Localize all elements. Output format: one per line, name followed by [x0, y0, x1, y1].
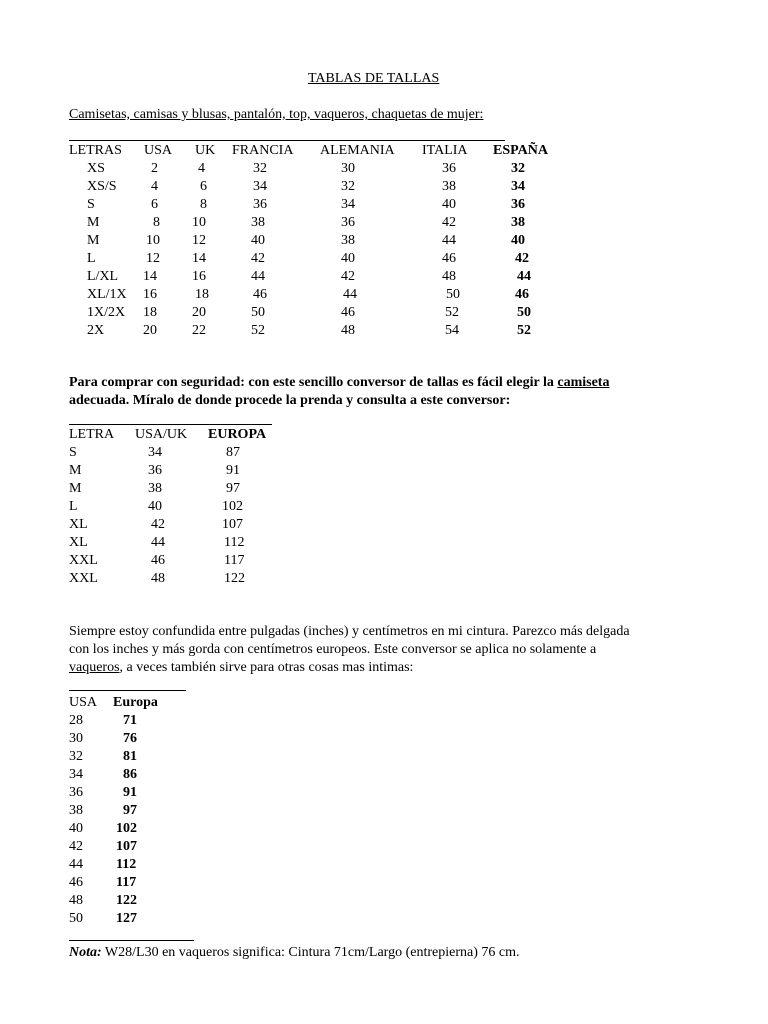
note-text: W28/L30 en vaqueros significa: Cintura 71cm/Largo (entrepierna) 76 cm.	[101, 945, 520, 960]
section1-cell: XS/S	[87, 179, 117, 194]
section2-cell: 87	[226, 445, 240, 460]
section3-header-cell: USA	[69, 695, 98, 710]
section1-cell: 34	[253, 179, 267, 194]
section1-cell: XL/1X	[87, 287, 127, 302]
section3-cell: 30	[69, 731, 83, 746]
section3-header-cell: Europa	[113, 695, 158, 710]
section1-cell: 52	[517, 323, 531, 338]
section1-cell: 18	[195, 287, 209, 302]
section1-cell: 46	[341, 305, 355, 320]
section1-cell: 40	[341, 251, 355, 266]
section2-cell: XL	[69, 535, 88, 550]
section2-cell: 38	[148, 481, 162, 496]
section1-cell: M	[87, 233, 100, 248]
section3-cell: 122	[116, 893, 137, 908]
section1-cell: 4	[198, 161, 205, 176]
section3-cell: 127	[116, 911, 137, 926]
section2-cell: XXL	[69, 571, 98, 586]
section1-cell: 20	[143, 323, 157, 338]
section1-cell: 54	[445, 323, 459, 338]
section2-cell: 44	[151, 535, 165, 550]
section1-cell: 42	[515, 251, 529, 266]
section1-cell: 46	[253, 287, 267, 302]
section2-cell: 46	[151, 553, 165, 568]
section2-cell: 40	[148, 499, 162, 514]
section1-cell: 2	[151, 161, 158, 176]
section1-cell: 34	[511, 179, 525, 194]
section1-cell: 50	[517, 305, 531, 320]
section1-cell: 22	[192, 323, 206, 338]
section1-cell: 4	[151, 179, 158, 194]
section2-cell: XXL	[69, 553, 98, 568]
section2-cell: 42	[151, 517, 165, 532]
section1-cell: 44	[517, 269, 531, 284]
section2-rule	[69, 424, 272, 425]
section1-cell: 48	[442, 269, 456, 284]
section2-cell: 102	[222, 499, 243, 514]
section1-cell: 16	[143, 287, 157, 302]
section1-cell: 1X/2X	[87, 305, 126, 320]
section1-cell: 6	[200, 179, 207, 194]
section1-cell: 32	[253, 161, 267, 176]
section1-header-cell: FRANCIA	[232, 143, 294, 158]
section3-cell: 34	[69, 767, 83, 782]
section1-cell: XS	[87, 161, 105, 176]
section3-cell: 46	[69, 875, 83, 890]
section3-cell: 117	[116, 875, 137, 890]
section3-cell: 112	[116, 857, 137, 872]
section1-cell: 34	[341, 197, 355, 212]
section2-cell: M	[69, 481, 82, 496]
section1-cell: 38	[341, 233, 355, 248]
section1-cell: 2X	[87, 323, 105, 338]
section3-cell: 102	[116, 821, 137, 836]
section1-cell: 44	[442, 233, 456, 248]
section1-cell: 8	[153, 215, 160, 230]
section2-cell: 48	[151, 571, 165, 586]
note-label: Nota:	[69, 945, 102, 960]
section1-cell: 48	[341, 323, 355, 338]
section2-header-cell: EUROPA	[208, 427, 267, 442]
section3-cell: 42	[69, 839, 83, 854]
section3-line3	[69, 659, 413, 677]
section3-cell: 81	[123, 749, 137, 764]
section1-cell: 18	[143, 305, 157, 320]
section1-header-cell: ESPAÑA	[493, 143, 548, 158]
section1-cell: 38	[442, 179, 456, 194]
section2-cell: L	[69, 499, 78, 514]
section3-cell: 40	[69, 821, 83, 836]
section1-cell: 46	[515, 287, 529, 302]
section1-cell: 30	[341, 161, 355, 176]
section1-cell: 40	[511, 233, 525, 248]
section3-cell: 44	[69, 857, 83, 872]
section1-cell: 50	[446, 287, 460, 302]
section2-cell: 91	[226, 463, 240, 478]
section1-cell: 52	[445, 305, 459, 320]
note-rule	[69, 940, 194, 941]
section1-cell: 50	[251, 305, 265, 320]
section1-cell: 14	[192, 251, 206, 266]
section1-cell: 40	[251, 233, 265, 248]
section1-cell: 38	[251, 215, 265, 230]
section2-text: Para comprar con seguridad: con este sencillo conversor de tallas es fácil elegir la	[69, 375, 558, 390]
section2-cell: XL	[69, 517, 88, 532]
section1-cell: M	[87, 215, 100, 230]
vaqueros-link[interactable]: vaqueros	[69, 660, 120, 675]
section1-cell: 42	[251, 251, 265, 266]
section1-cell: 14	[143, 269, 157, 284]
section1-header-cell: UK	[195, 143, 216, 158]
note-line	[69, 944, 519, 962]
section1-cell: 36	[253, 197, 267, 212]
section1-cell: S	[87, 197, 95, 212]
section2-cell: M	[69, 463, 82, 478]
page-title: TABLAS DE TALLAS	[308, 71, 440, 86]
section1-header-cell: ALEMANIA	[320, 143, 395, 158]
section2-header-cell: LETRA	[69, 427, 115, 442]
section3-cell: 86	[123, 767, 137, 782]
section1-cell: 38	[511, 215, 525, 230]
section1-cell: 40	[442, 197, 456, 212]
section1-header-cell: LETRAS	[69, 143, 122, 158]
section3-cell: 32	[69, 749, 83, 764]
section3-cell: 97	[123, 803, 137, 818]
section2-header-cell: USA/UK	[135, 427, 188, 442]
section3-cell: 48	[69, 893, 83, 908]
section1-cell: 32	[341, 179, 355, 194]
section3-line2: con los inches y más gorda con centímetros europeos. Este conversor se aplica no solamente a	[69, 642, 597, 657]
section2-cell: 97	[226, 481, 240, 496]
section1-cell: 36	[341, 215, 355, 230]
section3-line1: Siempre estoy confundida entre pulgadas (inches) y centímetros en mi cintura. Parezco más delgada	[69, 624, 630, 639]
section1-rule	[69, 140, 505, 141]
section1-cell: 44	[343, 287, 357, 302]
section1-cell: 52	[251, 323, 265, 338]
camiseta-link[interactable]: camiseta	[557, 375, 610, 390]
section1-cell: 32	[511, 161, 525, 176]
section2-cell: 122	[224, 571, 245, 586]
section2-cell: 34	[148, 445, 162, 460]
section1-cell: 16	[192, 269, 206, 284]
section1-cell: 20	[192, 305, 206, 320]
section1-cell: 46	[442, 251, 456, 266]
section3-cell: 107	[116, 839, 137, 854]
section1-header-cell: ITALIA	[422, 143, 468, 158]
section3-line3-rest: , a veces también sirve para otras cosas mas intimas:	[119, 660, 414, 675]
section2-cell: 107	[222, 517, 243, 532]
section2-cell: 36	[148, 463, 162, 478]
section1-cell: 10	[192, 215, 206, 230]
section1-cell: 6	[151, 197, 158, 212]
section1-cell: 12	[192, 233, 206, 248]
section1-cell: 44	[251, 269, 265, 284]
section3-cell: 36	[69, 785, 83, 800]
section1-cell: 8	[200, 197, 207, 212]
section2-cell: S	[69, 445, 77, 460]
section1-cell: L/XL	[87, 269, 119, 284]
section1-cell: 10	[146, 233, 160, 248]
section1-cell: 42	[442, 215, 456, 230]
section3-cell: 50	[69, 911, 83, 926]
section3-cell: 38	[69, 803, 83, 818]
section1-cell: 12	[146, 251, 160, 266]
section2-paragraph-line1	[69, 374, 609, 392]
section1-cell: 36	[442, 161, 456, 176]
section3-cell: 71	[123, 713, 137, 728]
section1-cell: 36	[511, 197, 525, 212]
section3-cell: 91	[123, 785, 137, 800]
section2-paragraph-line2: adecuada. Míralo de donde procede la prenda y consulta a este conversor:	[69, 393, 511, 408]
section2-cell: 112	[224, 535, 245, 550]
section1-intro: Camisetas, camisas y blusas, pantalón, top, vaqueros, chaquetas de mujer:	[69, 107, 484, 122]
section3-cell: 76	[123, 731, 137, 746]
section1-header-cell: USA	[144, 143, 173, 158]
section1-cell: 42	[341, 269, 355, 284]
section1-cell: L	[87, 251, 96, 266]
section3-cell: 28	[69, 713, 83, 728]
section3-rule	[69, 690, 186, 691]
section2-cell: 117	[224, 553, 245, 568]
